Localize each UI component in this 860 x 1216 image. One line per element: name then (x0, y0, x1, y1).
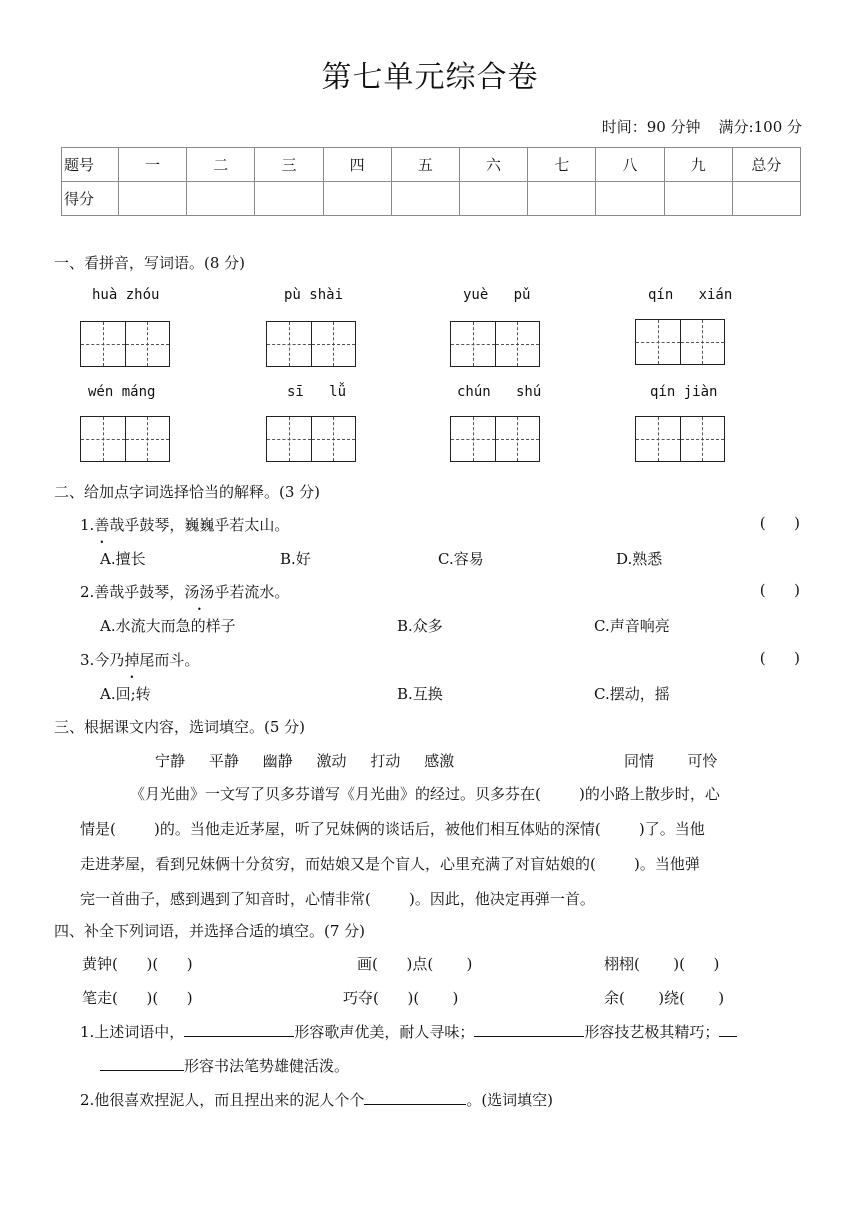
q3-option-b: B.互换 (397, 685, 443, 703)
s2-question-3 (80, 649, 199, 670)
score-col-4: 四 (323, 148, 391, 182)
q2-option-c: C.声音响亮 (594, 617, 670, 635)
writing-grid[interactable] (635, 416, 725, 462)
writing-grid[interactable] (266, 416, 356, 462)
q2-text: 乎若流水。 (214, 583, 290, 601)
section-1-heading: 一、看拼音，写词语。(8 分) (54, 254, 246, 272)
q3-prefix: 3.今乃 (80, 651, 125, 669)
passage-line-2: 情是( )的。当他走近茅屋，听了兄妹俩的谈话后，被他们相互体贴的深情( )了。当他 (80, 820, 705, 838)
score-table-head-label: 题号 (62, 148, 119, 182)
idiom-1: 黄钟( )( ) (82, 955, 193, 973)
score-col-9: 九 (664, 148, 732, 182)
idiom-5: 巧夺( )( ) (343, 989, 459, 1007)
idiom-2: 画( )点( ) (357, 955, 473, 973)
word-bank-right: 同情 可怜 (624, 752, 718, 770)
s4-question-2 (80, 1089, 553, 1110)
page-title: 第七单元综合卷 (321, 60, 539, 95)
passage-line-4: 完一首曲子，感到遇到了知音时，心情非常( )。因此，他决定再弹一首。 (80, 890, 595, 908)
writing-grid[interactable] (450, 321, 540, 367)
score-col-total: 总分 (732, 148, 800, 182)
score-cell[interactable] (528, 182, 596, 216)
dotted-char: 善 (94, 516, 110, 534)
score-cell[interactable] (664, 182, 732, 216)
idiom-4: 笔走( )( ) (82, 989, 193, 1007)
q1-prefix: 1. (80, 516, 95, 534)
q3-text: 尾而斗。 (139, 651, 200, 669)
s2-question-2 (80, 581, 289, 602)
q4-2-suffix: 。(选词填空) (466, 1091, 554, 1109)
score-table-score-label: 得分 (62, 182, 119, 216)
answer-parentheses[interactable]: ( ) (759, 514, 800, 532)
q1-option-b: B.好 (280, 550, 311, 568)
pinyin-5: wén máng (88, 384, 156, 400)
q4-1-text-d: 形容书法笔势雄健活泼。 (184, 1057, 350, 1075)
writing-grid[interactable] (266, 321, 356, 367)
score-cell[interactable] (119, 182, 187, 216)
full-score: 满分:100 分 (718, 118, 802, 136)
q3-option-a: A.回;转 (100, 685, 151, 703)
q1-text: 哉乎鼓琴，巍巍乎若太山。 (109, 516, 290, 534)
q2-option-b: B.众多 (397, 617, 443, 635)
score-col-3: 三 (255, 148, 323, 182)
q4-1-text-b: 形容歌声优美，耐人寻味； (294, 1023, 475, 1041)
idiom-6: 余( )绕( ) (604, 989, 725, 1007)
q4-1-text-c: 形容技艺极其精巧； (584, 1023, 720, 1041)
score-cell[interactable] (596, 182, 664, 216)
exam-meta (602, 116, 802, 137)
writing-grid[interactable] (80, 321, 170, 367)
passage-line-1: 《月光曲》一文写了贝多芬谱写《月光曲》的经过。贝多芬在( )的小路上散步时，心 (130, 785, 720, 803)
section-4-heading: 四、补全下列词语，并选择合适的填空。(7 分) (54, 922, 366, 940)
pinyin-7: chún shú (457, 384, 542, 400)
score-cell[interactable] (323, 182, 391, 216)
writing-grid[interactable] (635, 319, 725, 365)
score-table (61, 147, 801, 216)
dotted-char: 掉 (124, 651, 140, 669)
pinyin-8: qín jiàn (650, 384, 718, 400)
pinyin-1: huà zhóu (92, 287, 160, 303)
idiom-3: 栩栩( )( ) (604, 955, 720, 973)
answer-parentheses[interactable]: ( ) (759, 649, 800, 667)
score-col-1: 一 (119, 148, 187, 182)
answer-blank[interactable] (474, 1022, 584, 1037)
section-2-heading: 二、给加点字词选择恰当的解释。(3 分) (54, 483, 321, 501)
passage-line-3: 走进茅屋，看到兄妹俩十分贫穷，而姑娘又是个盲人，心里充满了对盲姑娘的( )。当他弹 (80, 855, 700, 873)
score-table-head-row (62, 148, 801, 182)
s2-question-1 (80, 514, 289, 535)
q1-option-c: C.容易 (438, 550, 484, 568)
time-limit: 时间：90 分钟 (601, 118, 701, 136)
answer-blank[interactable] (719, 1022, 737, 1037)
score-col-8: 八 (596, 148, 664, 182)
answer-blank[interactable] (100, 1056, 184, 1071)
q4-2-text: 2.他很喜欢捏泥人，而且捏出来的泥人个个 (80, 1091, 365, 1109)
q1-option-d: D.熟悉 (616, 550, 663, 568)
score-col-6: 六 (459, 148, 527, 182)
q2-prefix: 2.善哉乎鼓琴， (80, 583, 185, 601)
score-cell[interactable] (391, 182, 459, 216)
s4-question-1-line-1 (80, 1021, 737, 1042)
writing-grid[interactable] (450, 416, 540, 462)
pinyin-6: sī lǚ (287, 384, 347, 400)
pinyin-4: qín xián (648, 287, 733, 303)
answer-parentheses[interactable]: ( ) (759, 581, 800, 599)
score-col-7: 七 (528, 148, 596, 182)
score-col-5: 五 (391, 148, 459, 182)
score-cell[interactable] (732, 182, 800, 216)
word-bank-left: 宁静 平静 幽静 激动 打动 感激 (155, 752, 455, 770)
q2-option-a: A.水流大而急的样子 (100, 617, 236, 635)
score-table-score-row (62, 182, 801, 216)
score-cell[interactable] (459, 182, 527, 216)
q3-option-c: C.摆动，摇 (594, 685, 670, 703)
score-cell[interactable] (187, 182, 255, 216)
score-cell[interactable] (255, 182, 323, 216)
q4-1-prefix: 1.上述词语中， (80, 1023, 185, 1041)
writing-grid[interactable] (80, 416, 170, 462)
answer-blank[interactable] (184, 1022, 294, 1037)
answer-blank[interactable] (364, 1090, 466, 1105)
q1-option-a: A.擅长 (100, 550, 146, 568)
s4-question-1-line-2 (100, 1055, 349, 1076)
pinyin-3: yuè pǔ (463, 287, 531, 303)
dotted-char: 汤汤 (184, 583, 215, 601)
score-col-2: 二 (187, 148, 255, 182)
pinyin-2: pù shài (284, 287, 344, 303)
section-3-heading: 三、根据课文内容，选词填空。(5 分) (54, 718, 306, 736)
